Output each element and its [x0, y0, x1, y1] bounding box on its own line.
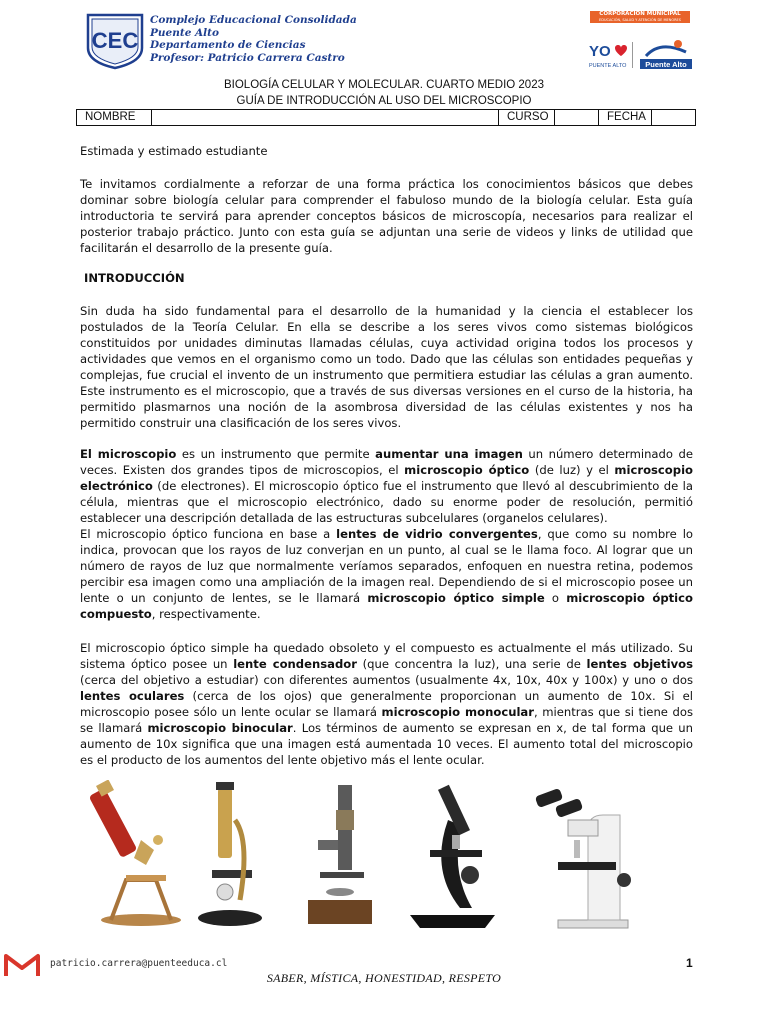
svg-text:Puente Alto: Puente Alto	[645, 60, 687, 69]
corporation-banner-title: CORPORACIÓN MUNICIPAL	[599, 11, 681, 17]
paragraph-microscope-definition: El microscopio es un instrumento que permite aumentar una imagen un número determinado de veces. Existen dos grandes tipos de microscopios, el microscopio óptico (de luz) y el microscopio electrónico (de electrones). El microscopio óptico fue el instrumento que llevó al descubrimiento de la célula, mientras que el microscopio electrónico, dado su enorme poder de resolución, permitió establecer una descripción detallada de las estructuras subcelulares (organelos celulares).	[80, 447, 694, 525]
binocular-microscope-image	[528, 780, 643, 930]
name-field[interactable]	[152, 110, 499, 125]
monocular-microscope-image	[400, 780, 508, 930]
course-title: BIOLOGÍA CELULAR Y MOLECULAR. CUARTO MEDIO 2023	[224, 79, 544, 91]
school-motto: SABER, MÍSTICA, HONESTIDAD, RESPETO	[266, 971, 502, 985]
paragraph-optical-microscope: El microscopio óptico funciona en base a lentes de vidrio convergentes, que como su nombre lo indica, provocan que los rayos de luz converjan en un punto, al cual se le llama foco. Al lograr que un número de rayos de luz que normalmente veríamos separados, enfoquen en nuestra retina, podemos percibir esa imagen como una ampliación de la imagen real. Dependiendo de si el microscopio posee un lente o un conjunto de lentes, se le llamará microscopio óptico simple o microscopio óptico compuesto, respectivamente.	[80, 527, 694, 621]
student-info-table	[76, 109, 696, 126]
svg-text:PUENTE ALTO: PUENTE ALTO	[589, 63, 627, 69]
school-name: Complejo Educacional Consolidada	[150, 14, 357, 26]
paragraph-compound-microscope: El microscopio óptico simple ha quedado obsoleto y el compuesto es actualmente el más utilizado. Su sistema óptico posee un lente condensador (que concentra la luz), una serie de lentes objetivos (cerca del objetivo a estudiar) con diferentes aumentos (usualmente 4x, 10x, 40x y 100x) y uno o dos lentes oculares (cerca de los ojos) que generalmente proporcionan un aumento de 10x. Si el microscopio posee sólo un lente ocular se llamará microscopio monocular, mientras que si tiene dos se llamará microscopio binocular. Los términos de aumento se expresan en x, de tal forma que un aumento de 10x significa que una imagen está aumentada 10 veces. El aumento total del microscopio es el producto de los aumentos del lente objetivo más el lente ocular.	[80, 641, 694, 767]
corporation-banner-subtitle: EDUCACIÓN, SALUD Y ATENCIÓN DE MENORES	[599, 18, 681, 22]
name-label: NOMBRE	[77, 110, 152, 125]
school-crest-logo	[84, 12, 146, 70]
school-city: Puente Alto	[150, 26, 220, 39]
date-field[interactable]	[652, 110, 695, 125]
paragraph-invitation: Te invitamos cordialmente a reforzar de una forma práctica los conocimientos básicos que debes dominar sobre biología celular para comprender el fabuloso mundo de la biología celular. Esta guía introductoria te servirá para aprender conceptos básicos de microscopía, necesarios para realizar el posterior trabajo práctico. Junto con esta guía se adjuntan una serie de videos y links de utilidad que facilitarán el desarrollo de la presente guía.	[80, 177, 693, 255]
date-label: FECHA	[599, 110, 652, 125]
antique-microscope-image	[86, 780, 186, 930]
vintage-microscope-image	[300, 780, 380, 930]
logo-divider	[632, 42, 633, 68]
paragraph-cell-theory: Sin duda ha sido fundamental para el desarrollo de la humanidad y la ciencia el establecer los postulados de la Teoría Celular. En ella se describe a los seres vivos como sistemas biológicos constituidos por unidades diminutas llamadas células, cuya actividad origina todos los procesos y actividades que vemos en el organismo como un todo. Dado que las células son entidades pequeñas y complejas, fue crucial el invento de un instrumento que permitiera estudiar las células a gran aumento. Este instrumento es el microscopio, que a través de sus diversas versiones en el curso de la historia, ha permitido plasmarnos una noción de la asombrosa diversidad de las células existentes y nos ha permitido construir una clasificación de los seres vivos.	[80, 304, 693, 430]
brass-microscope-image	[190, 780, 270, 930]
footer-email[interactable]: patricio.carrera@puenteeduca.cl	[50, 958, 228, 969]
guide-title: GUÍA DE INTRODUCCIÓN AL USO DEL MICROSCOPIO	[236, 95, 532, 107]
school-department: Departamento de Ciencias	[150, 39, 306, 51]
course-field[interactable]	[555, 110, 599, 125]
svg-text:YO: YO	[589, 43, 611, 60]
corporation-banner	[590, 11, 690, 23]
yo-puente-alto-logo	[588, 38, 628, 70]
page-number: 1	[686, 956, 693, 970]
puente-alto-logo	[640, 38, 692, 70]
course-label: CURSO	[499, 110, 555, 125]
greeting: Estimada y estimado estudiante	[80, 144, 268, 158]
school-info	[150, 14, 357, 64]
school-teacher: Profesor: Patricio Carrera Castro	[150, 51, 345, 64]
svg-text:CEC: CEC	[91, 28, 139, 53]
introduction-heading: INTRODUCCIÓN	[84, 271, 185, 285]
